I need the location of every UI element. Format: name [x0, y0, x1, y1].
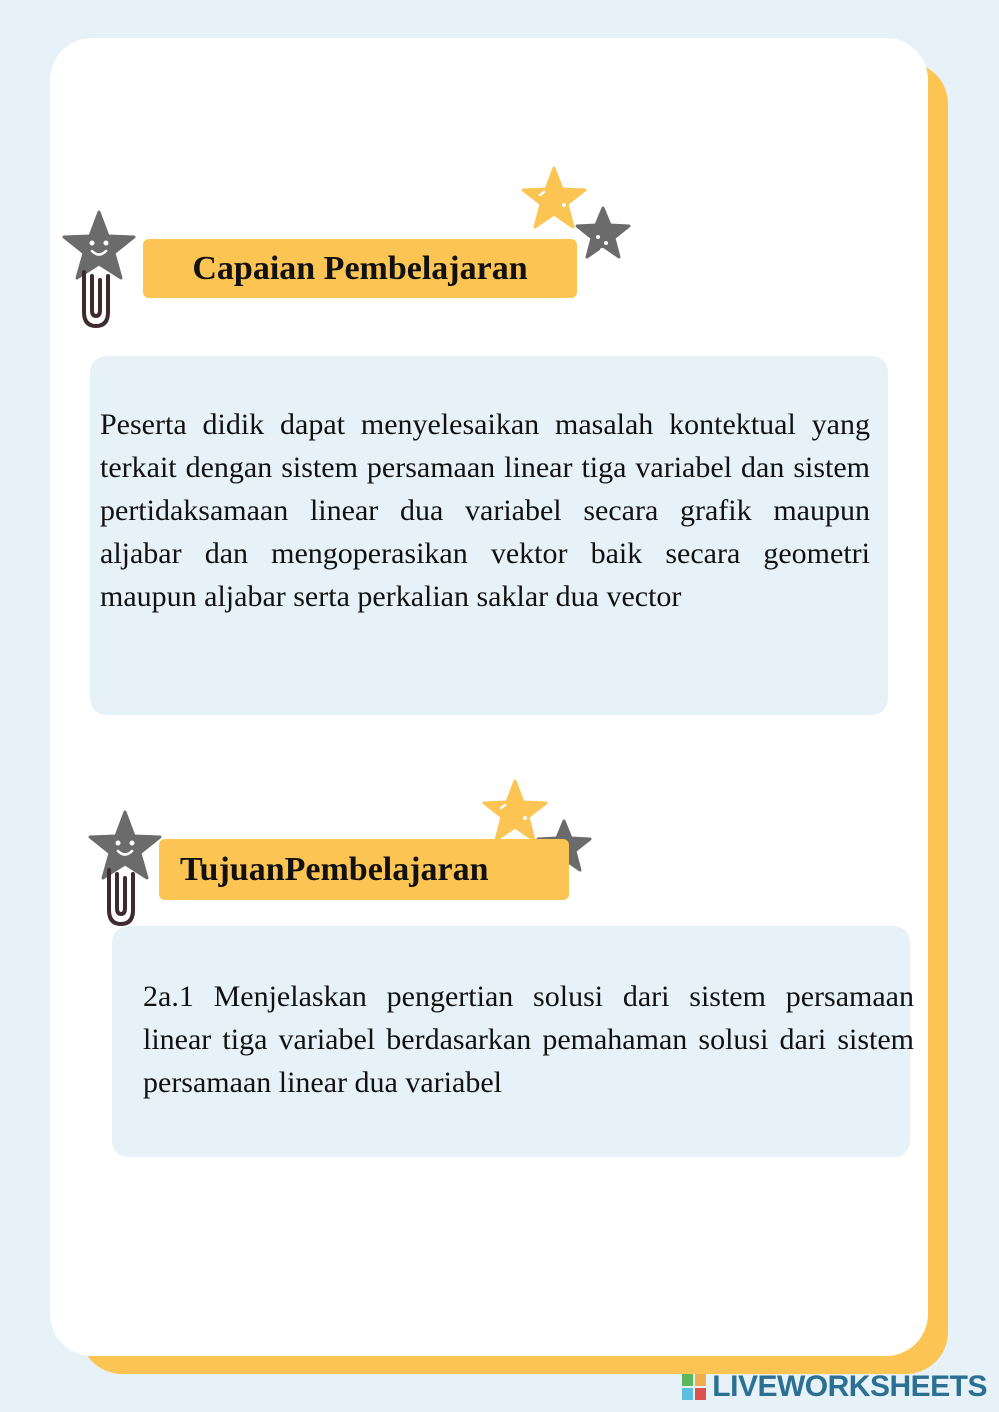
- gray-star-icon: [574, 205, 632, 263]
- liveworksheets-logo-icon: [682, 1374, 706, 1400]
- capaian-text: Peserta didik dapat menyelesaikan masalah kontektual yang terkait dengan sistem persamaan linear tiga variabel dan sistem pertidaksamaan linear dua variabel secara grafik maupun aljabar dan mengoperasikan vektor baik secara geometri maupun aljabar serta perkalian saklar dua vector: [100, 408, 870, 613]
- section-title-capaian: [143, 239, 577, 298]
- section-title-tujuan: [159, 839, 569, 900]
- paper-clip-icon: [76, 262, 116, 330]
- section-title-label: Capaian Pembelajaran: [192, 249, 528, 287]
- tujuan-text: 2a.1 Menjelaskan pengertian solusi dari sistem persamaan linear tiga variabel berdasarkan pemahaman solusi dari sistem persamaan linear dua variabel: [143, 980, 914, 1099]
- liveworksheets-brand: [682, 1368, 987, 1406]
- brand-name: LIVEWORKSHEETS: [712, 1370, 987, 1403]
- section-title-label: TujuanPembelajaran: [180, 850, 489, 888]
- paper-clip-icon: [101, 860, 141, 928]
